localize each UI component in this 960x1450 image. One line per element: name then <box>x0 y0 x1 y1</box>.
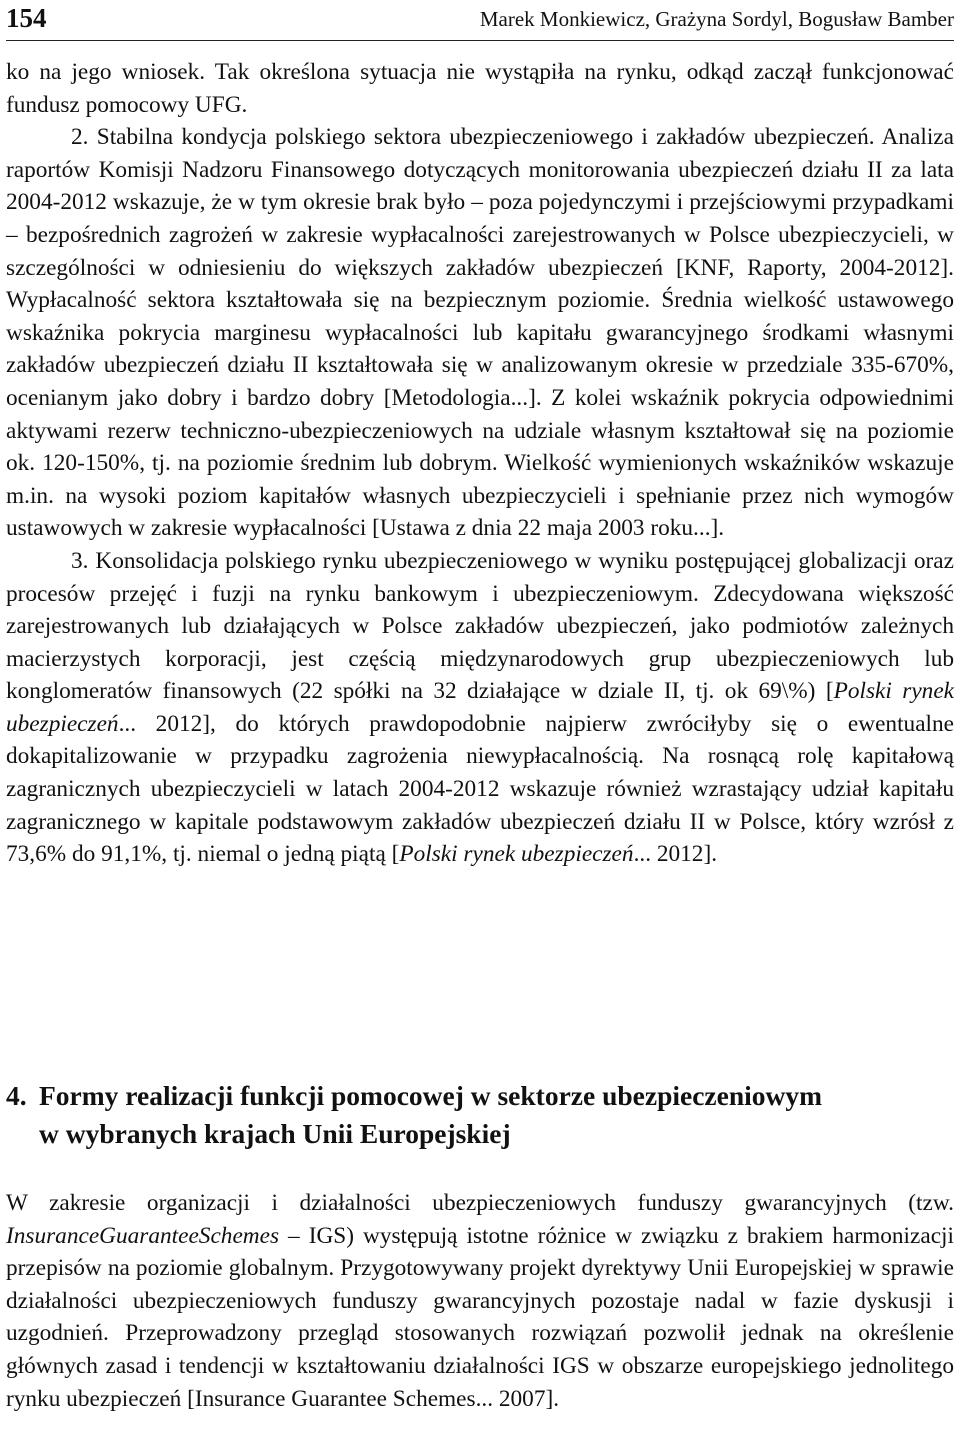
paragraph-point-2: 2. Stabilna kondycja polskiego sektora ubezpieczeniowego i zakładów ubezpieczeń. Analiza raportów Komisji Nadzoru Finansowego dotyczących monitorowania ubezpieczeń działu II za lata 2004-2012 wskazuje, że w tym okresie brak było – poza pojedynczymi i przejściowymi przypadkami – bezpośrednich zagrożeń w zakresie wypłacalności zarejestrowanych w Polsce ubezpieczycieli, w szczególności w odniesieniu do większych zakładów ubezpieczeń [KNF, Raporty, 2004-2012]. Wypłacalność sektora kształtowała się na bezpiecznym poziomie. Średnia wielkość ustawowego wskaźnika pokrycia marginesu wypłacalności lub kapitału gwarancyjnego środkami własnymi zakładów ubezpieczeń działu II kształtowała się w analizowanym okresie w przedziale 335-670%, ocenianym jako dobry i bardzo dobry [Metodologia...]. Z kolei wskaźnik pokrycia odpowiednimi aktywami rezerw techniczno-ubezpieczeniowych na udziale własnym kształtował się na poziomie ok. 120-150%, tj. na poziomie średnim lub dobrym. Wielkość wymienionych wskaźników wskazuje m.in. na wysoki poziom kapitałów własnych ubezpieczycieli i spełnianie przez nich wymogów ustawowych w zakresie wypłacalności [Ustawa z dnia 22 maja 2003 roku...]. <box>6 124 954 542</box>
running-header-authors: Marek Monkiewicz, Grażyna Sordyl, Bogusław Bamber <box>479 7 954 31</box>
paragraph-point-3-part-3: ... 2012]. <box>633 841 718 868</box>
citation-italic-1: Polski rynek ubezpieczeń <box>6 678 955 737</box>
paragraph-igs-part-1: W zakresie organizacji i działalności ubezpieczeniowych funduszy gwarancyjnych (tzw. <box>6 1190 954 1216</box>
paragraph-igs <box>6 1187 954 1415</box>
citation-italic-2: Polski rynek ubezpieczeń <box>399 841 634 868</box>
page-number: 154 <box>6 3 47 33</box>
section-number: 4. <box>6 1080 27 1111</box>
igs-term-italic: InsuranceGuaranteeSchemes <box>6 1222 280 1249</box>
running-header <box>6 0 954 41</box>
paragraph-point-3-part-2: ... 2012], do których prawdopodobnie najpierw zwróciłyby się o ewentualne dokapitalizowanie w przypadku zagrożenia niewypłacalnością. Na rosnącą rolę kapitałową zagranicznych ubezpieczycieli w latach 2004-2012 wskazuje również wzrastający udział kapitału zagranicznego w kapitale podstawowym zakładów ubezpieczeń działu II w Polsce, który wzrósł z 73,6% do 91,1%, tj. niemal o jedną piątą [ <box>6 710 954 868</box>
body-text-upper <box>6 56 954 871</box>
paragraph-continuation: ko na jego wniosek. Tak określona sytuacja nie wystąpiła na rynku, odkąd zaczął funkcjonować fundusz pomocowy UFG. <box>6 59 954 118</box>
section-title-line-2: w wybranych krajach Unii Europejskiej <box>39 1118 511 1149</box>
section-heading <box>6 1077 954 1153</box>
paragraph-point-3-part-1: 3. Konsolidacja polskiego rynku ubezpieczeniowego w wyniku postępującej globalizacji oraz procesów przejęć i fuzji na rynku bankowym i ubezpieczeniowym. Zdecydowana większość zarejestrowanych lub działających w Polsce zakładów ubezpieczeń, jako podmiotów zależnych macierzystych korporacji, jest częścią międzynarodowych grup ubezpieczeniowych lub konglomeratów finansowych (22 spółki na 32 działające w dziale II, tj. ok 69\%) [ <box>6 547 954 705</box>
paragraph-igs-part-2: – IGS) występują istotne różnice w związku z brakiem harmonizacji przepisów na poziomie globalnym. Przygotowywany projekt dyrektywy Unii Europejskiej w sprawie działalności ubezpieczeniowych funduszy gwarancyjnych pozostaje nadal w fazie dyskusji i uzgodnień. Przeprowadzony przegląd stosowanych rozwiązań pozwolił jednak na określenie głównych zasad i tendencji w kształtowaniu działalności IGS w obszarze europejskiego jednolitego rynku ubezpieczeń [Insurance Guarantee Schemes... 2007]. <box>6 1222 954 1412</box>
paragraph-point-3 <box>6 545 954 871</box>
body-text-lower <box>6 1187 954 1415</box>
section-title-line-1: Formy realizacji funkcji pomocowej w sektorze ubezpieczeniowym <box>39 1080 823 1111</box>
